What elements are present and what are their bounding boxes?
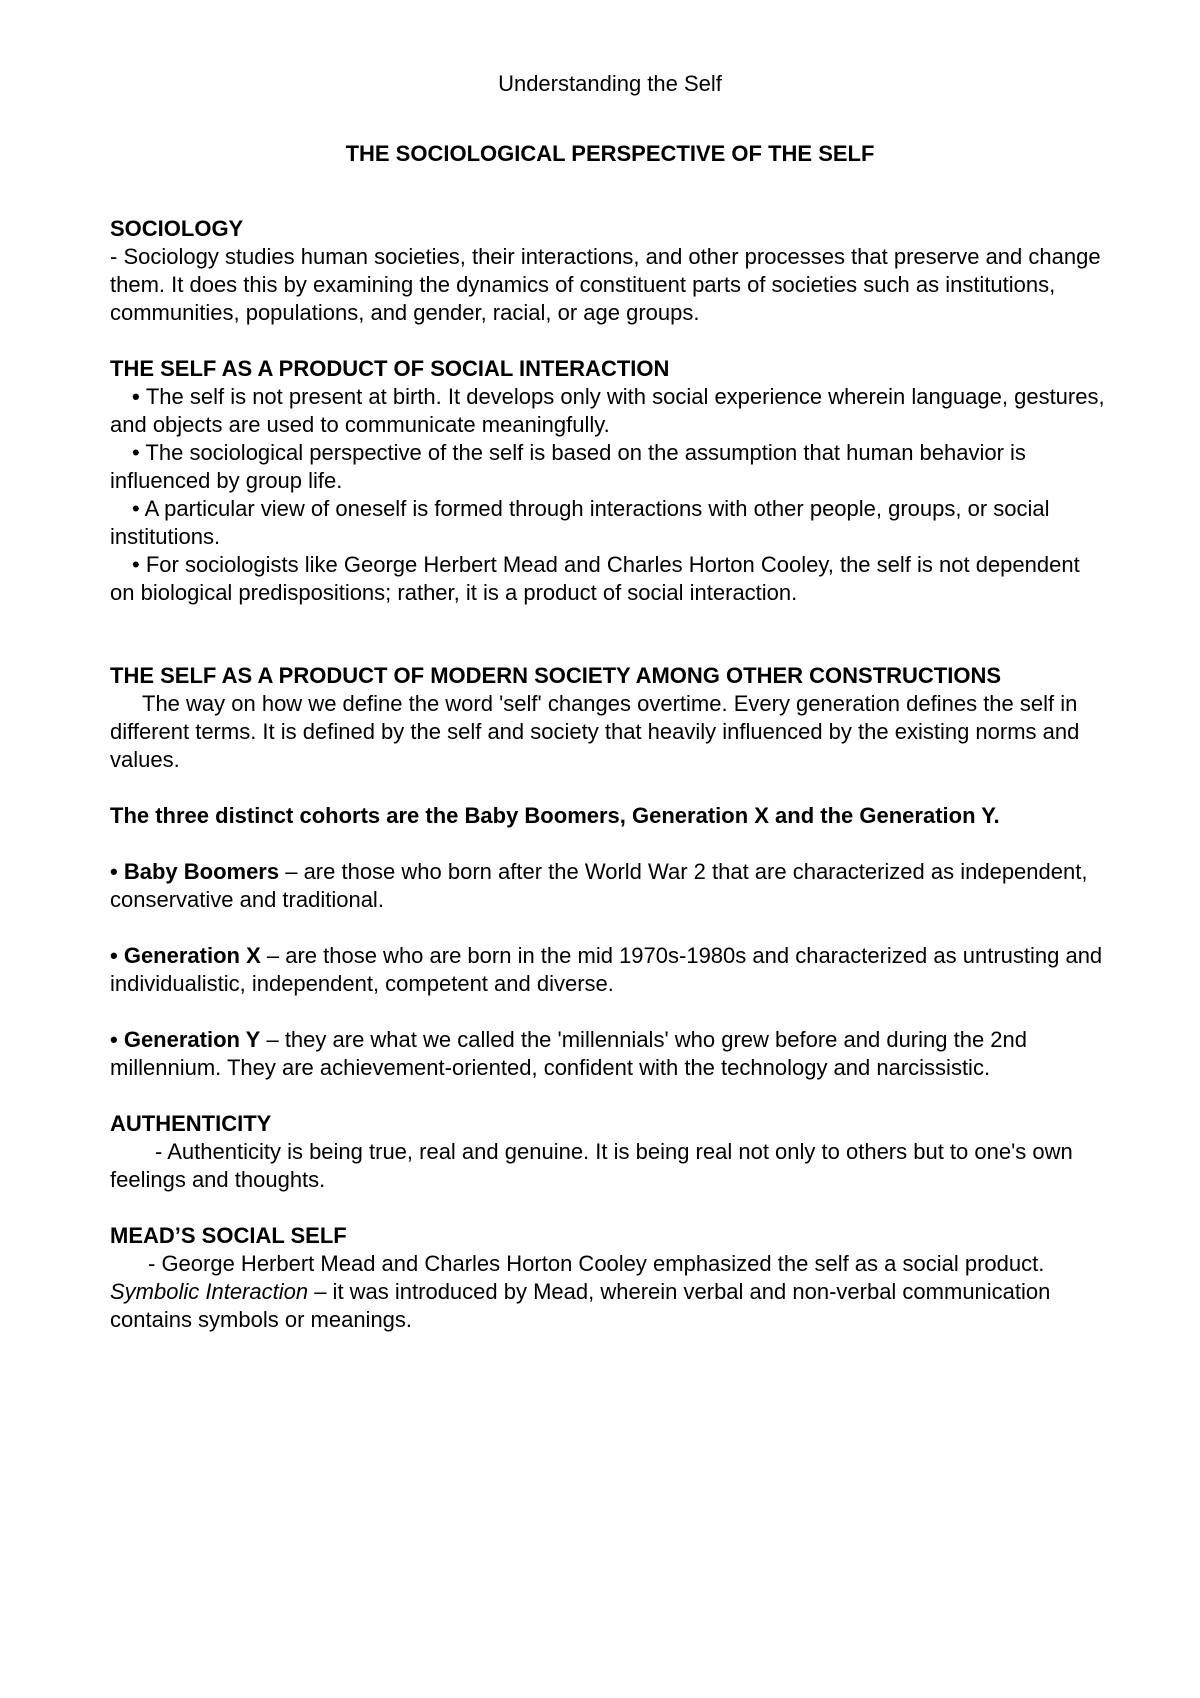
document-page: [110, 70, 1110, 1334]
bullet-icon: •: [110, 859, 124, 884]
mead-text: - George Herbert Mead and Charles Horton Cooley emphasized the self as a social product. Symbolic Interaction – it was introduced by Mead, wherein verbal and non-verbal communication contains symbols or meanings.: [110, 1251, 1051, 1332]
cohort-term: Baby Boomers: [123, 859, 280, 884]
bullet-icon: •: [132, 552, 146, 577]
social-interaction-bullet: • A particular view of oneself is formed through interactions with other people, groups, or social institutions.: [110, 496, 1050, 549]
social-interaction-heading: THE SELF AS A PRODUCT OF SOCIAL INTERACTION: [110, 356, 670, 381]
authenticity-heading: AUTHENTICITY: [110, 1111, 272, 1136]
bullet-icon: •: [132, 440, 146, 465]
cohort-term: Generation X: [123, 943, 261, 968]
cohort-term: Generation Y: [123, 1027, 261, 1052]
authenticity-text: - Authenticity is being true, real and genuine. It is being real not only to others but to one's own feelings and thoughts.: [110, 1139, 1073, 1192]
cohort-item: [110, 1026, 1110, 1082]
cohort-description: – are those who are born in the mid 1970s-1980s and characterized as untrusting and individualistic, independent, competent and diverse.: [110, 943, 1103, 996]
cohort-description: – are those who born after the World War 2 that are characterized as independent, conservative and traditional.: [110, 859, 1088, 912]
bullet-icon: •: [132, 384, 146, 409]
symbolic-interaction-term: Symbolic Interaction: [110, 1279, 309, 1304]
modern-society-heading: THE SELF AS A PRODUCT OF MODERN SOCIETY AMONG OTHER CONSTRUCTIONS: [110, 663, 1002, 688]
bullet-icon: •: [110, 1027, 124, 1052]
sociology-text: - Sociology studies human societies, their interactions, and other processes that preserve and change them. It does this by examining the dynamics of constituent parts of societies such as institutions, communities, populations, and gender, racial, or age groups.: [110, 244, 1101, 325]
social-interaction-bullet: • The self is not present at birth. It develops only with social experience wherein language, gestures, and objects are used to communicate meaningfully.: [110, 384, 1105, 437]
bullet-icon: •: [110, 943, 124, 968]
course-header: Understanding the Self: [498, 71, 722, 96]
bullet-icon: •: [132, 496, 145, 521]
social-interaction-bullet: • The sociological perspective of the self is based on the assumption that human behavior is influenced by group life.: [110, 440, 1026, 493]
cohort-description: – they are what we called the 'millennials' who grew before and during the 2nd millennium. They are achievement-oriented, confident with the technology and narcissistic.: [110, 1027, 1027, 1080]
social-interaction-bullet: • For sociologists like George Herbert Mead and Charles Horton Cooley, the self is not dependent on biological predispositions; rather, it is a product of social interaction.: [110, 552, 1080, 605]
cohort-item: [110, 942, 1110, 998]
sociology-heading: SOCIOLOGY: [110, 216, 244, 241]
page-title: THE SOCIOLOGICAL PERSPECTIVE OF THE SELF: [345, 141, 875, 166]
cohorts-intro: The three distinct cohorts are the Baby Boomers, Generation X and the Generation Y.: [110, 803, 1000, 828]
modern-society-text: The way on how we define the word 'self' changes overtime. Every generation defines the self in different terms. It is defined by the self and society that heavily influenced by the existing norms and values.: [110, 691, 1080, 772]
cohort-item: [110, 858, 1110, 914]
mead-heading: MEAD’S SOCIAL SELF: [110, 1223, 347, 1248]
